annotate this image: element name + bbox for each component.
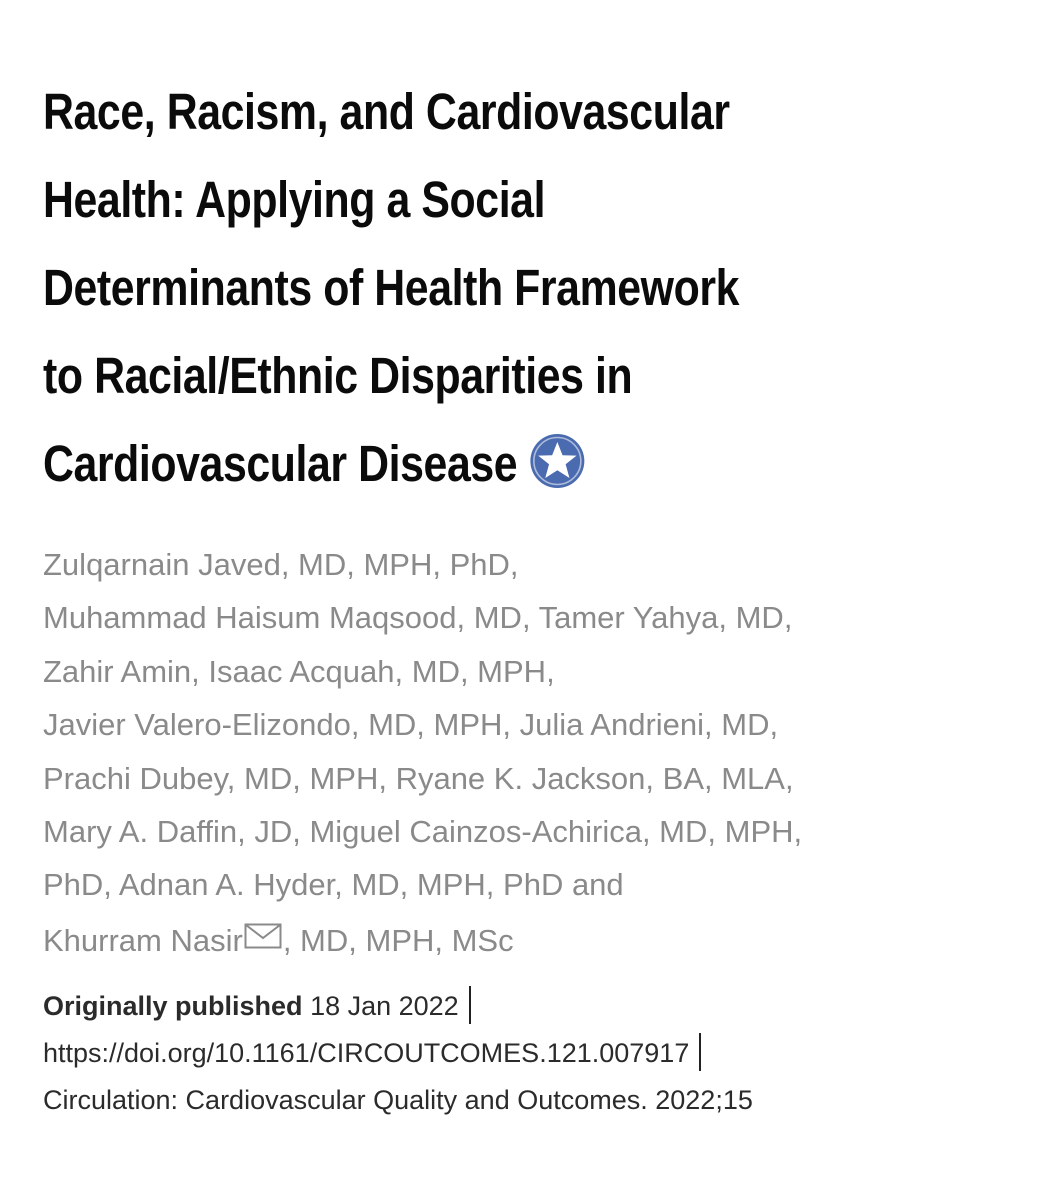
published-line (43, 983, 753, 1030)
author-list (43, 538, 802, 965)
published-label: Originally published (43, 991, 303, 1021)
author-line: Prachi Dubey, MD, MPH, Ryane K. Jackson, BA, MLA, (43, 760, 794, 796)
doi-link[interactable]: https://doi.org/10.1161/CIRCOUTCOMES.121.007917 (43, 1038, 690, 1068)
corresponding-author-suffix: , MD, MPH, MSc (282, 922, 514, 958)
title-line (43, 420, 1009, 508)
author-line-last (43, 912, 802, 965)
separator (699, 1033, 701, 1071)
title-line: Health: Applying a Social (43, 171, 546, 228)
title-line: to Racial/Ethnic Disparities in (43, 347, 633, 404)
title-line-text: Cardiovascular Disease (43, 435, 518, 492)
author-line: Mary A. Daffin, JD, Miguel Cainzos-Achirica, MD, MPH, (43, 813, 803, 849)
article-title (43, 68, 1009, 508)
article-header (43, 68, 1023, 1115)
author-line: Javier Valero-Elizondo, MD, MPH, Julia Andrieni, MD, (43, 707, 779, 743)
author-line: Muhammad Haisum Maqsood, MD, Tamer Yahya, MD, (43, 600, 793, 636)
separator (469, 986, 471, 1024)
corresponding-author-name[interactable]: Khurram Nasir (43, 922, 243, 958)
author-line: Zahir Amin, Isaac Acquah, MD, MPH, (43, 653, 555, 689)
star-badge-icon[interactable] (529, 428, 585, 484)
author-line: PhD, Adnan A. Hyder, MD, MPH, PhD and (43, 867, 624, 903)
author-line: Zulqarnain Javed, MD, MPH, PhD, (43, 547, 519, 582)
journal-citation: Circulation: Cardiovascular Quality and Outcomes. 2022;15 (43, 1085, 753, 1115)
published-date: 18 Jan 2022 (310, 991, 459, 1021)
title-line: Race, Racism, and Cardiovascular (43, 83, 730, 140)
title-line: Determinants of Health Framework (43, 259, 739, 316)
envelope-icon[interactable] (244, 912, 282, 938)
doi-line (43, 1030, 753, 1077)
publication-meta (43, 983, 753, 1124)
